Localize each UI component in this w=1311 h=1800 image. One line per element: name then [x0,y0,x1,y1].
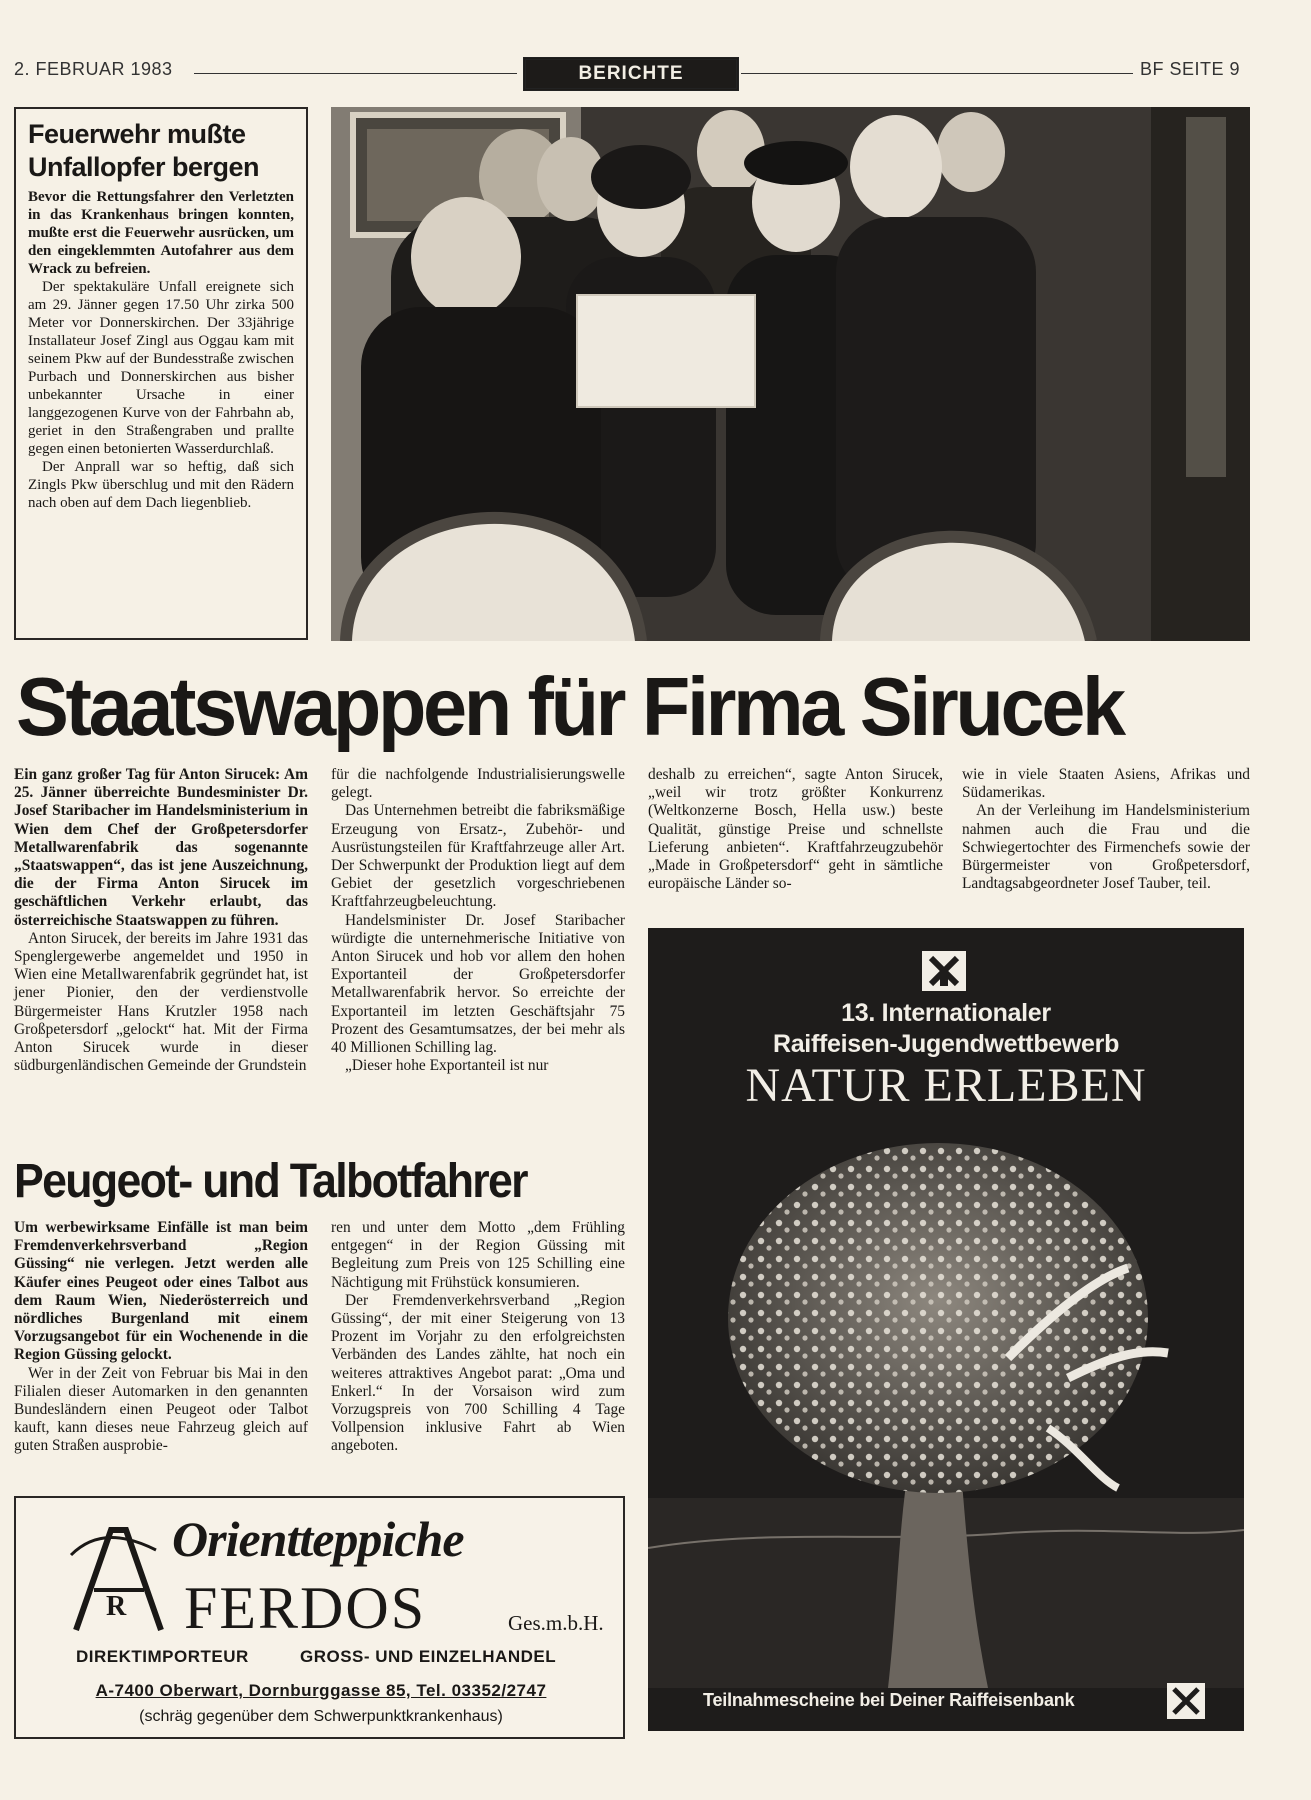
raiffeisen-footer: Teilnahmescheine bei Deiner Raiffeisenbank [703,1690,1075,1710]
article-staatswappen-column-3 [648,766,943,893]
article-staatswappen-paragraph: „Dieser hohe Exportanteil ist nur [345,1057,549,1075]
article-fire-title [28,118,294,184]
article-staatswappen-lead: Ein ganz großer Tag für Anton Sirucek: Am 25. Jänner überreichte Bundesminister Dr. Josef Staribacher im Handelsministerium in Wien dem Chef der Großpetersdorfer Metallwarenfabrik das sogenannte „Staatswappen“, das ist jene Auszeichnung, die der Firma Anton Sirucek im geschäftlichen Verkehr erlaubt, das österreichische Staatswappen zu führen. [14,766,308,929]
raiffeisen-motto: NATUR ERLEBEN [745,1059,1147,1112]
raiffeisen-footer-logo-icon [1166,1682,1206,1720]
ferdos-script-title: Orientteppiche [172,1511,464,1567]
ferdos-tagline-right: GROSS- UND EINZELHANDEL [300,1647,557,1666]
article-fire-paragraph: Der Anprall war so heftig, daß sich Zingls Pkw überschlug und mit den Rädern nach oben auf dem Dach liegenblieb. [28,459,294,511]
article-peugeot-paragraph: Wer in der Zeit von Februar bis Mai in den Filialen dieser Automarken in den genannten Bundesländern einen Peugeot oder Talbot kauft, kann dieses neue Fahrzeug gleich auf guten Straßen ausprobie- [14,1364,308,1455]
ferdos-legal-suffix: Ges.m.b.H. [508,1611,604,1635]
article-staatswappen-paragraph: Anton Sirucek, der bereits im Jahre 1931 das Spenglergewerbe angemeldet und 1950 in Wien eine Metallwarenfabrik gegründet hat, ist jener Pionier, den der verdienstvolle Bürgermeister Hans Krutzler 1958 nach Großpetersdorf „gelockt“ hat. Mit der Firma Anton Sirucek wurde in dieser südburgenländischen Gemeinde der Grundstein [14,929,308,1075]
article-staatswappen-paragraph: An der Verleihung im Handelsministerium nahmen auch die Frau und die Schwiegertochter des Firmenchefs sowie der Bürgermeister von Großpetersdorf, Landtagsabgeordneter Josef Tauber, teil. [962,802,1250,893]
tree-illustration [648,1128,1244,1688]
article-staatswappen-column-1 [14,766,308,1075]
article-staatswappen-headline: Staatswappen für Firma Sirucek [16,660,1123,753]
ferdos-advertisement [14,1496,625,1739]
ferdos-location-note: (schräg gegenüber dem Schwerpunktkrankenhaus) [139,1708,503,1725]
article-peugeot-headline: Peugeot- und Talbotfahrer [14,1155,527,1208]
article-fire-title-line1: Feuerwehr mußte [28,119,246,149]
ferdos-tagline-left: DIREKTIMPORTEUR [76,1647,249,1666]
raiffeisen-advertisement [648,928,1244,1731]
article-staatswappen-paragraph: für die nachfolgende Industrialisierungswelle gelegt. [331,766,625,802]
ferdos-logo-monogram-icon [66,1520,176,1640]
article-peugeot-column-1 [14,1219,308,1456]
article-staatswappen-paragraph: Das Unternehmen betreibt die fabriksmäßige Erzeugung von Ersatz-, Zubehör- und Ausrüstungsteilen für Kraftfahrzeuge aller Art. Der Schwerpunkt der Produktion liegt auf dem Gebiet der gesetzlich vorgeschriebenen Kraftfahrzeugbeleuchtung. [331,802,625,911]
article-peugeot-paragraph: Der Fremdenverkehrsverband „Region Güssing“, der mit einer Steigerung von 13 Prozent im Vorjahr zu den erfolgreichsten Verbänden des Landes zählte, hat noch ein weiteres attraktives Angebot parat: „Oma und Enkerl.“ In der Vorsaison wird zum Vorzugspreis von 700 Schilling 4 Tage Vollpension inklusive Fahrt ab Wien angeboten. [331,1291,625,1455]
ferdos-company-name: FERDOS [184,1575,427,1641]
award-photo [331,107,1250,641]
article-fire-body [28,188,294,512]
article-staatswappen-paragraph: deshalb zu erreichen“, sagte Anton Sirucek, „weil wir trotz größter Konkurrenz (Weltkonzerne Bosch, Hella usw.) beste Qualität, günstige Preise und schnellste Lieferung anbieten“. Kraftfahrzeugzubehör „Made in Großpetersdorf“ geht in sämtliche europäische Länder so- [648,766,943,893]
article-peugeot-column-2 [331,1219,625,1456]
article-staatswappen-column-4 [962,766,1250,893]
article-peugeot-paragraph: ren und unter dem Motto „dem Frühling entgegen“ in der Region Güssing mit Begleitung zum Preis von 125 Schilling eine Nächtigung mit Frühstück konsumieren. [331,1219,625,1291]
header-rule-left [194,73,517,74]
ferdos-address: A-7400 Oberwart, Dornburggasse 85, Tel. 03352/2747 [95,1681,547,1700]
page-number: BF SEITE 9 [1140,59,1241,79]
award-photo-illustration [331,107,1250,641]
article-peugeot-lead: Um werbewirksame Einfälle ist man beim Fremdenverkehrsverband „Region Güssing“ nie verlegen. Jetzt werden alle Käufer eines Peugeot oder eines Talbot aus dem Raum Wien, Niederösterreich und nördliches Burgenland mit einem Vorzugsangebot für ein Wochenende in die Region Güssing gelockt. [14,1219,308,1364]
article-fire-box [14,107,308,640]
header-rule-right [741,73,1133,74]
article-staatswappen-column-2 [331,766,625,1075]
article-staatswappen-paragraph: Handelsminister Dr. Josef Staribacher würdigte die unternehmerische Initiative von Anton Sirucek und hob vor allem den hohen Exportanteil der Großpetersdorfer Metallwarenfabrik hervor. So erreichte der Exportanteil im letzten Geschäftsjahr 75 Prozent des Gesamtumsatzes, der bei mehr als 40 Millionen Schilling lag. [331,911,625,1057]
section-label: BERICHTE [523,57,739,91]
raiffeisen-edition: 13. Internationaler [841,999,1051,1027]
article-staatswappen-paragraph: wie in viele Staaten Asiens, Afrikas und Südamerikas. [962,766,1250,802]
article-fire-title-line2: Unfallopfer bergen [28,152,260,182]
svg-text:R: R [106,1591,127,1622]
raiffeisen-competition: Raiffeisen-Jugendwettbewerb [772,1030,1120,1058]
issue-date: 2. FEBRUAR 1983 [14,59,173,79]
raiffeisen-logo-icon [921,950,967,992]
article-fire-lead: Bevor die Rettungsfahrer den Verletzten in das Krankenhaus bringen konnten, mußte erst die Feuerwehr ausrücken, um den eingeklemmten Autofahrer aus dem Wrack zu befreien. [28,189,294,277]
article-fire-paragraph: Der spektakuläre Unfall ereignete sich am 29. Jänner gegen 17.50 Uhr zirka 500 Meter vor Donnerskirchen. Der 33jährige Installateur Josef Zingl aus Oggau kam mit seinem Pkw auf der Bundesstraße zwischen Purbach und Donnerskirchen aus bisher unbekannter Ursache in einer langgezogenen Kurve von der Fahrbahn ab, geriet in den Straßengraben und prallte gegen einen betonierten Wasserdurchlaß. [28,279,294,457]
